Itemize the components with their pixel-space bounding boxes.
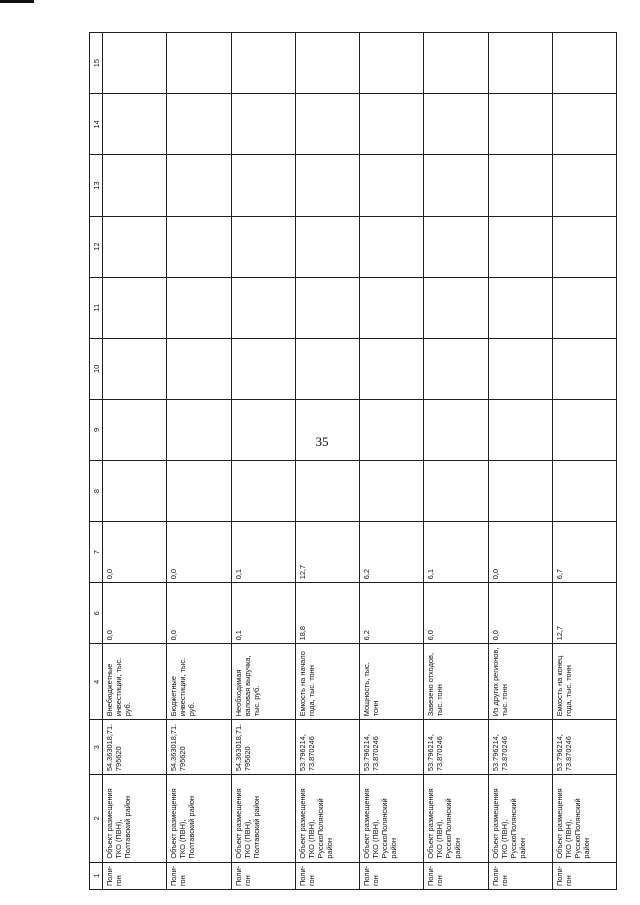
table-cell xyxy=(552,216,616,277)
table-cell: 6,2 xyxy=(360,583,424,644)
table-row xyxy=(488,33,552,890)
table-cell: Объект размещения ТКО (ПВН), РусскоПолянский район xyxy=(488,775,552,862)
column-header: 6 xyxy=(90,583,103,644)
table-cell xyxy=(295,277,359,338)
table-cell xyxy=(360,33,424,94)
table-cell xyxy=(488,461,552,522)
data-table xyxy=(89,32,617,890)
table-cell: Мощность, тыс. тонн xyxy=(360,644,424,720)
table-cell: 0,1 xyxy=(231,522,295,583)
rotated-table-wrapper xyxy=(89,32,617,890)
page-number: 35 xyxy=(315,434,329,449)
table-cell: 6,2 xyxy=(360,522,424,583)
table-cell xyxy=(167,338,231,399)
table-cell xyxy=(103,216,167,277)
table-cell xyxy=(360,399,424,460)
table-cell xyxy=(103,94,167,155)
table-cell xyxy=(103,338,167,399)
table-cell xyxy=(231,277,295,338)
table-cell: Поли-гон xyxy=(360,862,424,889)
column-header: 1 xyxy=(90,862,103,889)
table-cell xyxy=(552,155,616,216)
table-cell xyxy=(167,277,231,338)
column-header: 9 xyxy=(90,399,103,460)
table-cell: Поли-гон xyxy=(552,862,616,889)
table-cell xyxy=(167,216,231,277)
table-body xyxy=(103,33,617,890)
table-cell: Объект размещения ТКО (ПВН), Полтавский район xyxy=(103,775,167,862)
table-cell: Поли-гон xyxy=(167,862,231,889)
table-cell: Объект размещения ТКО (ПВН), РусскоПолянский район xyxy=(295,775,359,862)
table-cell xyxy=(424,155,488,216)
table-cell: 0,0 xyxy=(488,583,552,644)
table-cell xyxy=(488,33,552,94)
table-cell xyxy=(360,277,424,338)
table-cell: Необходимая валовая выручка, тыс. руб. xyxy=(231,644,295,720)
table-cell: 0,0 xyxy=(167,583,231,644)
table-row xyxy=(103,33,167,890)
column-header: 4 xyxy=(90,644,103,720)
table-cell xyxy=(488,338,552,399)
table-cell xyxy=(103,155,167,216)
table-cell: 54.363018,71.795620 xyxy=(103,720,167,775)
table-cell: 53.796214, 73.870246 xyxy=(295,720,359,775)
table-cell: 53.796214, 73.870246 xyxy=(424,720,488,775)
column-header: 15 xyxy=(90,33,103,94)
table-cell xyxy=(295,338,359,399)
table-cell: 53.796214, 73.870246 xyxy=(552,720,616,775)
table-cell xyxy=(488,94,552,155)
table-cell xyxy=(360,216,424,277)
table-cell xyxy=(424,94,488,155)
table-cell xyxy=(231,33,295,94)
table-cell: 0,0 xyxy=(167,522,231,583)
table-cell: Объект размещения ТКО (ПВН), Полтавский район xyxy=(167,775,231,862)
table-cell xyxy=(295,33,359,94)
table-cell xyxy=(167,461,231,522)
table-cell: 0,0 xyxy=(103,522,167,583)
table-cell xyxy=(295,216,359,277)
table-cell xyxy=(552,277,616,338)
table-row xyxy=(295,33,359,890)
table-cell: Внебюджетные инвестиции, тыс. руб. xyxy=(103,644,167,720)
table-cell: Поли-гон xyxy=(488,862,552,889)
table-cell: 54.363018,71.795620 xyxy=(231,720,295,775)
table-cell xyxy=(167,399,231,460)
table-cell: Объект размещения ТКО (ПВН), Полтавский район xyxy=(231,775,295,862)
table-cell xyxy=(231,461,295,522)
column-header: 7 xyxy=(90,522,103,583)
table-cell xyxy=(231,216,295,277)
table-cell: 54.363018,71.795620 xyxy=(167,720,231,775)
table-cell: 12,7 xyxy=(295,522,359,583)
scan-corner-mark xyxy=(0,0,34,3)
table-cell: 0,0 xyxy=(488,522,552,583)
column-header: 12 xyxy=(90,216,103,277)
table-cell: Поли-гон xyxy=(103,862,167,889)
table-cell xyxy=(167,33,231,94)
column-header: 14 xyxy=(90,94,103,155)
table-cell xyxy=(552,461,616,522)
table-cell: Объект размещения ТКО (ПВН), РусскоПолянский район xyxy=(552,775,616,862)
table-cell: Бюджетные инвестиции, тыс. руб. xyxy=(167,644,231,720)
table-cell: 0,1 xyxy=(231,583,295,644)
table-row xyxy=(424,33,488,890)
table-cell xyxy=(424,33,488,94)
column-header: 13 xyxy=(90,155,103,216)
table-cell: Поли-гон xyxy=(295,862,359,889)
table-cell: 53.796214, 73.870246 xyxy=(360,720,424,775)
table-cell xyxy=(488,216,552,277)
table-cell xyxy=(488,155,552,216)
table-cell xyxy=(424,216,488,277)
table-cell xyxy=(552,33,616,94)
table-cell xyxy=(231,338,295,399)
table-row xyxy=(167,33,231,890)
table-cell xyxy=(424,461,488,522)
table-row xyxy=(360,33,424,890)
column-header: 11 xyxy=(90,277,103,338)
table-cell xyxy=(552,399,616,460)
table-cell: 6,1 xyxy=(424,522,488,583)
table-cell xyxy=(231,399,295,460)
table-cell xyxy=(424,399,488,460)
table-header xyxy=(90,33,103,890)
table-cell: 6,0 xyxy=(424,583,488,644)
table-cell xyxy=(295,155,359,216)
table-cell: Поли-гон xyxy=(231,862,295,889)
table-cell xyxy=(360,155,424,216)
column-header: 3 xyxy=(90,720,103,775)
table-cell xyxy=(103,461,167,522)
table-cell: Объект размещения ТКО (ПВН), РусскоПолянский район xyxy=(360,775,424,862)
table-cell xyxy=(360,461,424,522)
column-header: 2 xyxy=(90,775,103,862)
table-cell: Из других регионов, тыс. тонн xyxy=(488,644,552,720)
table-cell xyxy=(488,399,552,460)
table-cell: Объект размещения ТКО (ПВН), РусскоПолянский район xyxy=(424,775,488,862)
table-row xyxy=(231,33,295,890)
table-cell: 18,8 xyxy=(295,583,359,644)
column-header: 10 xyxy=(90,338,103,399)
table-cell xyxy=(295,94,359,155)
table-cell xyxy=(552,338,616,399)
table-cell xyxy=(488,277,552,338)
column-header: 8 xyxy=(90,461,103,522)
table-cell: Поли-гон xyxy=(424,862,488,889)
table-cell xyxy=(103,399,167,460)
table-cell xyxy=(103,33,167,94)
table-cell: 12,7 xyxy=(552,583,616,644)
table-cell: Емкость на начало года, тыс. тонн xyxy=(295,644,359,720)
header-row xyxy=(90,33,103,890)
table-cell xyxy=(295,399,359,460)
table-cell xyxy=(167,94,231,155)
table-cell: 0,0 xyxy=(103,583,167,644)
table-cell xyxy=(103,277,167,338)
table-cell: 6,7 xyxy=(552,522,616,583)
table-row xyxy=(552,33,616,890)
table-cell xyxy=(552,94,616,155)
table-cell: 53.796214, 73.870246 xyxy=(488,720,552,775)
table-cell: Завезено отходов, тыс. тонн xyxy=(424,644,488,720)
table-cell: Емкость на конец года, тыс. тонн xyxy=(552,644,616,720)
table-cell xyxy=(295,461,359,522)
table-cell xyxy=(360,338,424,399)
table-cell xyxy=(360,94,424,155)
table-cell xyxy=(424,338,488,399)
table-cell xyxy=(231,155,295,216)
table-cell xyxy=(424,277,488,338)
table-cell xyxy=(231,94,295,155)
table-cell xyxy=(167,155,231,216)
